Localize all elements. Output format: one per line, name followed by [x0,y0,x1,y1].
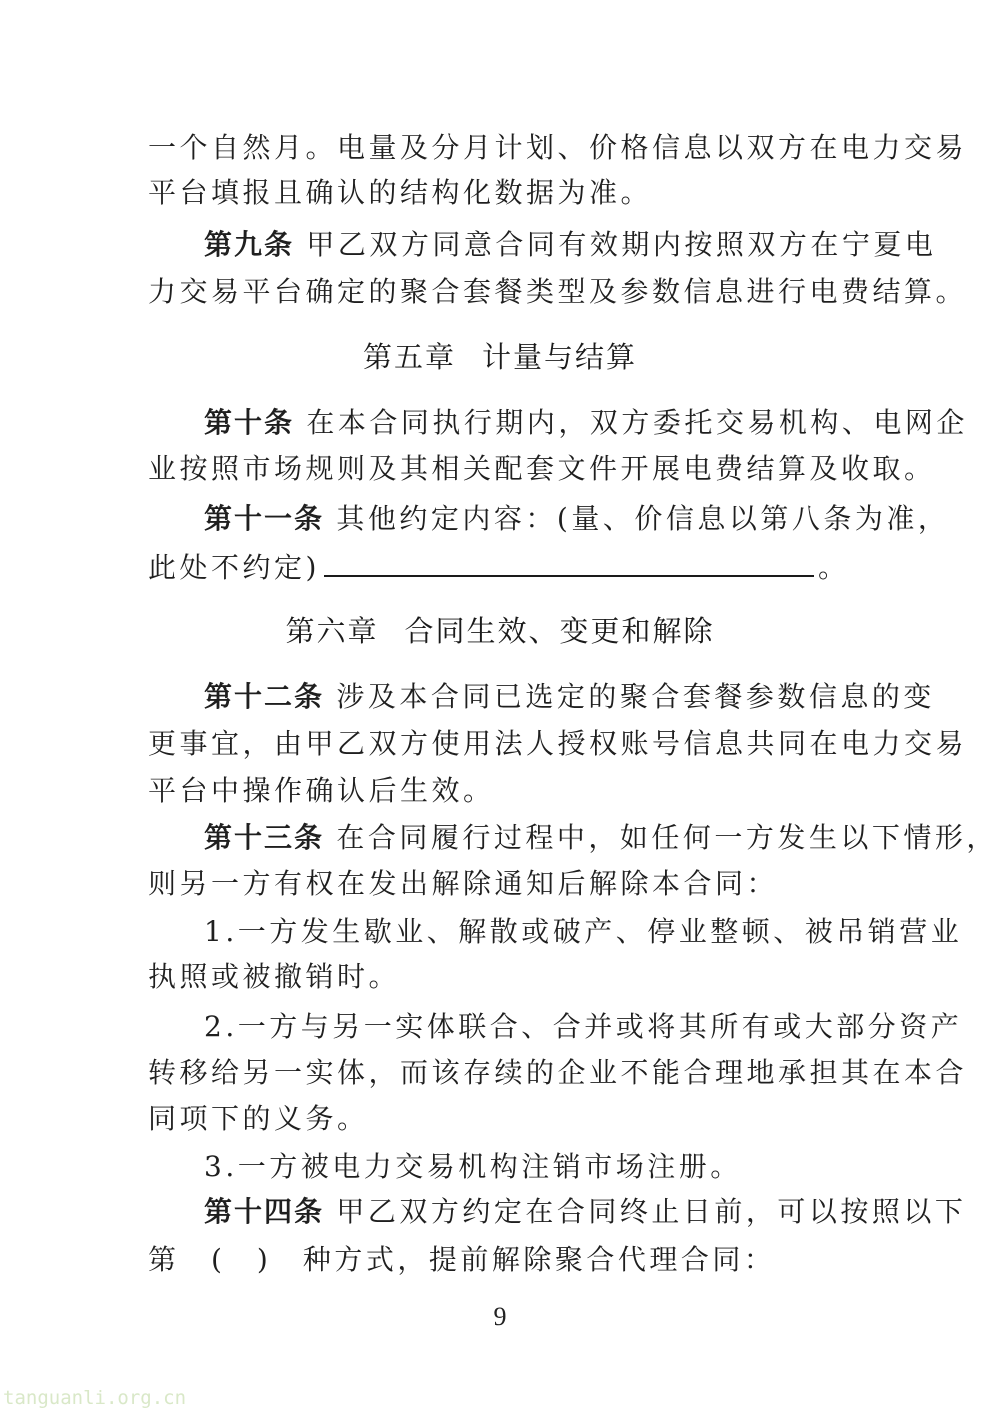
article-11-suffix: 。 [817,551,850,584]
article-13-text: 在合同履行过程中，如任何一方发生以下情形， [336,821,998,854]
article-11-text: 其他约定内容：(量、价信息以第八条为准， [336,502,950,535]
paragraph-line: 平台填报且确认的结构化数据为准。 [148,176,653,209]
article-11-prefix: 此处不约定) [148,551,320,584]
article-14-line-2: 第 ( ) 种方式，提前解除聚合代理合同： [148,1243,776,1276]
chapter-6-title: 合同生效、变更和解除 [404,614,715,648]
article-10-label: 第十条 [204,406,295,439]
list-item-2-line-3: 同项下的义务。 [148,1102,369,1135]
chapter-6-number: 第六章 [285,614,379,648]
article-10-line-1 [204,406,968,440]
article-10-text: 在本合同执行期内，双方委托交易机构、电网企 [306,406,968,439]
article-9-line-2: 力交易平台确定的聚合套餐类型及参数信息进行电费结算。 [148,275,968,308]
article-10-line-2: 业按照市场规则及其相关配套文件开展电费结算及收取。 [148,452,936,485]
article-12-label: 第十二条 [204,680,325,713]
chapter-6-heading [0,614,1000,648]
chapter-5-title: 计量与结算 [482,340,638,374]
list-item-1-line-2: 执照或被撤销时。 [148,960,401,993]
article-11-line-2 [148,549,849,585]
article-13-line-1 [204,821,998,855]
paragraph-line: 一个自然月。电量及分月计划、价格信息以双方在电力交易 [148,131,968,164]
chapter-5-heading [0,340,1000,374]
list-item-3-line-1: 3.一方被电力交易机构注销市场注册。 [204,1150,742,1183]
article-14-label: 第十四条 [204,1195,325,1228]
article-11-label: 第十一条 [204,502,325,535]
list-item-2-line-1: 2.一方与另一实体联合、合并或将其所有或大部分资产 [204,1010,963,1043]
article-12-line-3: 平台中操作确认后生效。 [148,774,495,807]
page-number: 9 [493,1302,507,1331]
article-11-line-1 [204,502,949,536]
article-12-text: 涉及本合同已选定的聚合套餐参数信息的变 [336,680,935,713]
other-terms-blank-field[interactable] [324,549,814,577]
article-9-label: 第九条 [204,228,295,261]
chapter-5-number: 第五章 [362,340,456,374]
article-13-line-2: 则另一方有权在发出解除通知后解除本合同： [148,867,779,900]
list-item-2-line-2: 转移给另一实体，而该存续的企业不能合理地承担其在本合 [148,1056,968,1089]
article-9-line-1 [204,228,936,262]
article-13-label: 第十三条 [204,821,325,854]
article-12-line-2: 更事宜，由甲乙双方使用法人授权账号信息共同在电力交易 [148,727,968,760]
article-14-line-1 [204,1195,966,1229]
list-item-1-line-1: 1.一方发生歇业、解散或破产、停业整顿、被吊销营业 [204,915,963,948]
article-9-text: 甲乙双方同意合同有效期内按照双方在宁夏电 [306,228,937,261]
article-14-text: 甲乙双方约定在合同终止日前，可以按照以下 [336,1195,967,1228]
article-12-line-1 [204,680,935,714]
watermark: tanguanli.org.cn [3,1387,187,1409]
